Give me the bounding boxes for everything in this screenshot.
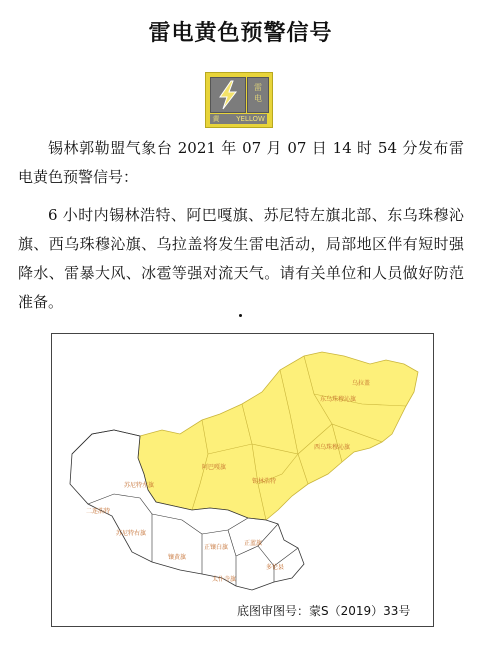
badge-side-char-2: 电: [254, 94, 262, 103]
map-svg: [52, 334, 433, 626]
badge-bottom-strip: [210, 114, 267, 124]
lightning-icon: [210, 77, 246, 113]
map-label-dongwu: 东乌珠穆沁旗: [320, 396, 357, 403]
warned-area: [138, 352, 418, 520]
map-label-duolun: 多伦县: [266, 564, 285, 571]
map-label-sunite-left: 苏尼特左旗: [124, 482, 155, 489]
map-label-xianghuang: 镶黄旗: [168, 554, 187, 561]
map-label-erlian: 二连浩特: [86, 508, 111, 515]
map-label-sunite-right: 苏尼特右旗: [116, 530, 147, 537]
issue-paragraph: 锡林郭勒盟气象台 2021 年 07 月 07 日 14 时 54 分发布雷电黄色预警信号：: [18, 139, 464, 186]
badge-side-char-1: 雷: [254, 83, 262, 92]
map-label-xiwu: 西乌珠穆沁旗: [314, 444, 351, 451]
map-label-taipusi: 太仆寺旗: [212, 576, 237, 583]
warning-map: [51, 333, 434, 627]
map-label-zhenglan: 正蓝旗: [244, 540, 263, 547]
badge-bottom-left: 黄: [212, 115, 220, 123]
map-caption: 底图审图号：蒙S（2019）33号: [237, 604, 411, 618]
warning-badge: [205, 72, 273, 128]
map-label-xilinhot: 锡林浩特: [252, 478, 277, 485]
bullet-dot: [239, 314, 242, 317]
map-label-zhengxiangbai: 正镶白旗: [204, 544, 229, 551]
badge-side-text: [247, 77, 269, 113]
page-title: 雷电黄色预警信号: [148, 21, 333, 46]
badge-bottom-right: YELLOW: [236, 115, 265, 123]
map-label-wulagai: 乌拉盖: [352, 380, 371, 387]
map-label-abaga: 阿巴嘎旗: [202, 464, 227, 471]
warning-detail-paragraph: 6 小时内锡林浩特、阿巴嘎旗、苏尼特左旗北部、东乌珠穆沁旗、西乌珠穆沁旗、乌拉盖将发生雷电活动，局部地区伴有短时强降水、雷暴大风、冰雹等强对流天气。请有关单位和人员做好防范准备。: [18, 206, 464, 311]
